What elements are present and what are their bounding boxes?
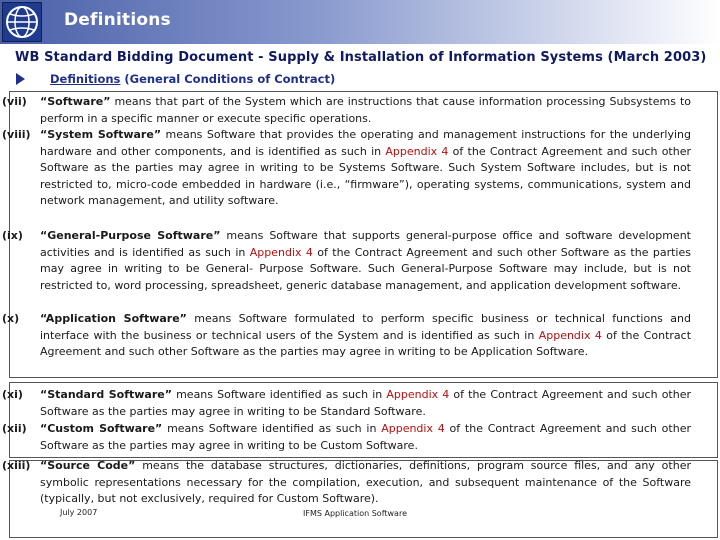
section-heading-link[interactable]: Definitions	[50, 72, 121, 86]
document-title-main: WB Standard Bidding Document - Supply & Installation of Information Systems	[15, 50, 603, 65]
definition-body: of the Contract Agreement and such other Software as the parties may agree in writing to be Application Software.	[40, 328, 692, 359]
definition-body: of the Contract Agreement and such other Software as the parties may agree in writing to be General- Purpose Software. Such General-Purpose Software may include, but is not restricted to, word processing, spreadsheet, generic database management, and application development software.	[40, 245, 691, 292]
definition-body: means Software formulated to perform specific business or technical functions and interface with the business or technical users of the System and is identified as such in	[40, 312, 691, 342]
appendix-reference: Appendix 4	[386, 388, 450, 401]
appendix-reference: Appendix 4	[385, 144, 449, 158]
definition-body: of the Contract Agreement and such other Software as the parties may agree in writing to be Systems Software. Such System Software includes, but is not restricted to, micro-code embedded in hardware (i.e., “firmware”), operating systems, communications, system and network management, and utility software.	[40, 144, 692, 208]
definition-text	[40, 311, 691, 361]
definition-number: (xiii)	[2, 459, 31, 472]
definition-term: “Software”	[40, 95, 111, 108]
definition-text	[40, 94, 691, 127]
definition-term: “General-Purpose Software”	[40, 229, 221, 242]
definition-number: (ix)	[2, 229, 23, 242]
definition-term: “Source Code”	[40, 459, 136, 472]
definition-body: of the Contract Agreement and such other Software as the parties may agree in writing to be Standard Software.	[40, 388, 692, 418]
definition-body: means Software identified as such in	[171, 388, 387, 401]
definition-term: “System Software”	[40, 128, 162, 141]
appendix-reference: Appendix 4	[249, 245, 313, 259]
footer-date: July 2007	[60, 508, 98, 517]
section-heading	[50, 72, 335, 86]
document-title-date: (March 2003)	[607, 50, 707, 65]
section-heading-rest: (General Conditions of Contract)	[120, 72, 336, 86]
definition-number: (xi)	[2, 388, 23, 401]
triangle-bullet-icon	[16, 73, 25, 85]
definition-term: “Custom Software”	[40, 422, 163, 435]
definition-number: (xii)	[2, 422, 27, 435]
definition-text	[40, 421, 691, 454]
page-title: Definitions	[64, 10, 171, 30]
definition-text	[40, 127, 691, 210]
definition-body: means the database structures, dictionaries, definitions, program source files, and any other symbolic representations necessary for the compilation, execution, and subsequent maintenance of the Software (typically, but not exclusively, required for Custom Software).	[40, 459, 691, 506]
definition-number: (viii)	[2, 128, 31, 141]
definition-body: means Software that provides the operating and management instructions for the underlying hardware and other components, and is identified as such in	[40, 128, 691, 158]
definition-body: means that part of the System which are instructions that cause information processing Subsystems to perform in a specific manner or execute specific operations.	[40, 95, 691, 125]
definition-number: (x)	[2, 312, 20, 325]
definition-number: (vii)	[2, 95, 27, 108]
appendix-reference: Appendix 4	[381, 422, 445, 435]
footer-title: IFMS Application Software	[303, 509, 407, 518]
document-title	[15, 50, 706, 65]
definition-body: of the Contract Agreement and such other Software as the parties may agree in writing to be Custom Software.	[40, 422, 691, 452]
definition-text	[40, 387, 691, 420]
definition-text	[40, 458, 691, 508]
world-bank-globe-icon	[2, 2, 42, 42]
definition-term: “Standard Software”	[40, 388, 172, 401]
definition-term: “Application Software”	[40, 312, 187, 325]
appendix-reference: Appendix 4	[538, 328, 602, 342]
definition-body: means Software that supports general-purpose office and software development activities and is identified as such in	[40, 229, 691, 259]
header-bar	[0, 0, 720, 44]
definition-text	[40, 228, 691, 294]
definition-body: means Software identified as such in	[162, 422, 382, 435]
